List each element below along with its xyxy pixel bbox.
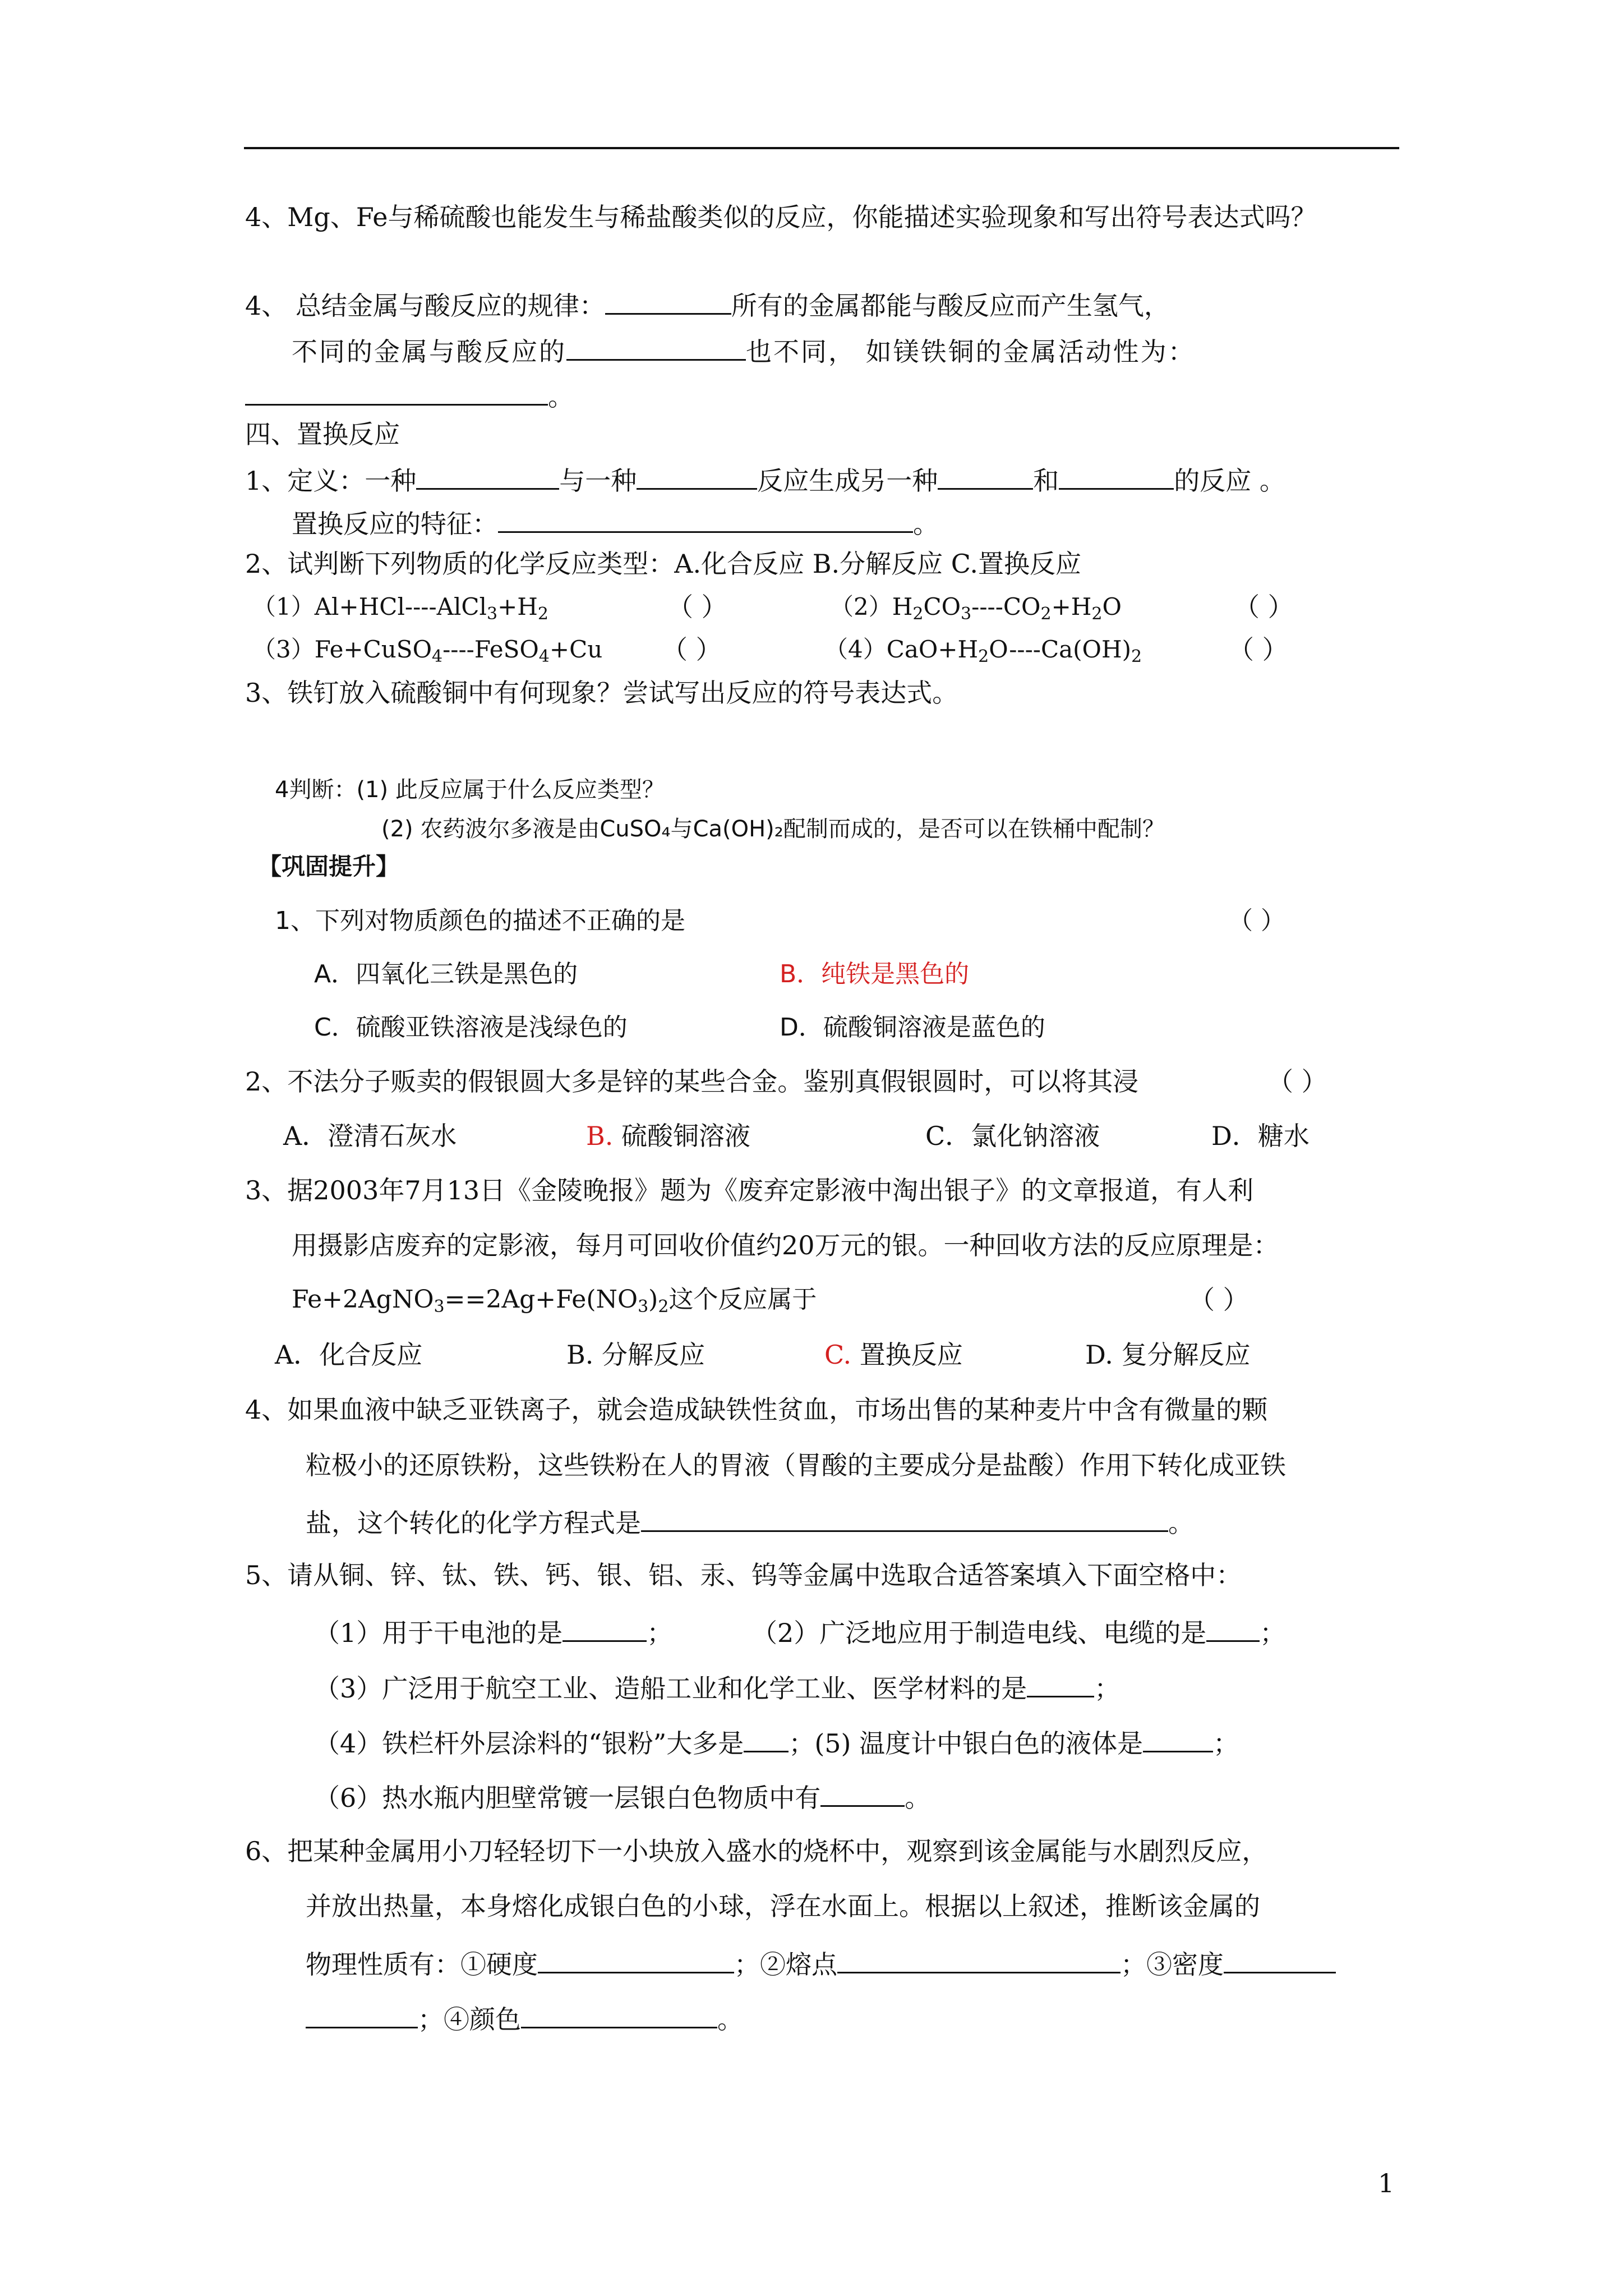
consolidate-heading: 【巩固提升】	[258, 853, 400, 880]
judge-title: 2、试判断下列物质的化学反应类型：A.化合反应 B.分解反应 C.置换反应	[245, 549, 1081, 579]
blank[interactable]	[521, 2000, 717, 2028]
p4-line1: 4、如果血液中缺乏亚铁离子，就会造成缺铁性贫血，市场出售的某种麦片中含有微量的颗	[245, 1395, 1268, 1425]
p3-option-d: D. 复分解反应	[1085, 1340, 1251, 1370]
feature-end: 。	[913, 509, 939, 539]
feature-line	[292, 504, 939, 541]
question-summary-line2	[292, 332, 1196, 369]
p2-paren[interactable]: （ ）	[1267, 1066, 1327, 1097]
p1-option-a: A．四氧化三铁是黑色的	[314, 960, 578, 988]
p4-line3: 盐，这个转化的化学方程式是 。	[306, 1503, 1194, 1540]
p3-line2: 用摄影店废弃的定影液，每月可回收价值约20万元的银。一种回收方法的反应原理是：	[292, 1230, 1279, 1260]
judge-item-4-paren[interactable]: （ ）	[1228, 634, 1288, 665]
judge-item-3-paren[interactable]: （ ）	[662, 634, 722, 665]
p1-option-b: B．纯铁是黑色的	[780, 960, 970, 988]
p2-option-d: D．糖水	[1211, 1121, 1310, 1151]
p2-option-c: C．氯化钠溶液	[925, 1121, 1100, 1151]
blank[interactable]	[1027, 1669, 1094, 1697]
blank[interactable]	[837, 1945, 1121, 1973]
section-heading: 四、置换反应	[245, 419, 400, 449]
blank[interactable]	[306, 2000, 418, 2028]
p5-item-6: （6）热水瓶内胆壁常镀一层银白色物质中有 。	[314, 1778, 930, 1815]
p1-option-c: C．硫酸亚铁溶液是浅绿色的	[314, 1013, 628, 1042]
p3-line1: 3、据2003年7月13日《金陵晚报》题为《废弃定影液中淘出银子》的文章报道，有人利	[245, 1175, 1254, 1205]
blank[interactable]	[1059, 461, 1174, 490]
p1-option-d: D．硫酸铜溶液是蓝色的	[780, 1013, 1045, 1042]
blank[interactable]	[938, 461, 1033, 490]
p5-item-1: （1）用于干电池的是 ；	[314, 1613, 672, 1650]
p5-item-3: （3）广泛用于航空工业、造船工业和化学工业、医学材料的是 ；	[314, 1669, 1120, 1705]
judge4-line2: (2) 农药波尔多液是由CuSO₄与Ca(OH)₂配制而成的，是否可以在铁桶中配制？	[381, 816, 1165, 842]
p3-option-c: C. 置换反应	[824, 1340, 963, 1370]
nail-question: 3、铁钉放入硫酸铜中有何现象？尝试写出反应的符号表达式。	[245, 678, 958, 708]
blank[interactable]	[562, 1613, 647, 1642]
p3-option-b: B. 分解反应	[566, 1340, 706, 1370]
blank[interactable]	[820, 1778, 905, 1807]
p6-line3: 物理性质有：①硬度 ；②熔点 ；③密度	[306, 1945, 1336, 1981]
judge-item-1: $(1)Al+HCl----AlCl_3+H_2$	[252, 593, 548, 624]
blank[interactable]	[538, 1945, 734, 1973]
question-mg-fe: 4、Mg、Fe与稀硫酸也能发生与稀盐酸类似的反应，你能描述实验现象和写出符号表达式吗？	[245, 202, 1317, 232]
judge-item-2-paren[interactable]: （ ）	[1234, 592, 1294, 622]
p2-option-b: B. 硫酸铜溶液	[586, 1121, 751, 1151]
definition-line	[245, 461, 1285, 498]
p5-item-2: （2）广泛地应用于制造电线、电缆的是 ；	[751, 1613, 1285, 1650]
blank[interactable]	[498, 504, 913, 533]
page-number: 1	[1378, 2168, 1395, 2198]
p3-equation: $Fe+2AgNO_3==2Ag+Fe(NO_3)_2$这个反应属于	[292, 1285, 817, 1317]
judge-item-4: $(4)CaO+H_2O----Ca(OH)_2$	[824, 636, 1142, 666]
p2-option-a: A．澄清石灰水	[283, 1121, 457, 1151]
blank[interactable]	[1224, 1945, 1336, 1973]
blank[interactable]	[637, 461, 757, 490]
judge-item-3: （3）Fe+CuSO$_4$----FeSO$_4$+Cu	[252, 636, 603, 666]
feature-label: 置换反应的特征：	[292, 509, 498, 539]
summary-line2a: 不同的金属与酸反应的	[292, 337, 566, 367]
p2-stem: 2、不法分子贩卖的假银圆大多是锌的某些合金。鉴别真假银圆时，可以将其浸	[245, 1066, 1139, 1097]
blank[interactable]	[744, 1724, 789, 1752]
summary-line2b: 也不同， 如镁铁铜的金属活动性为：	[746, 337, 1196, 367]
p1-paren[interactable]: （ ）	[1228, 907, 1285, 935]
p5-stem: 5、请从铜、锌、钛、铁、钙、银、铝、汞、钨等金属中选取合适答案填入下面空格中：	[245, 1560, 1242, 1590]
p6-line2: 并放出热量，本身熔化成银白色的小球，浮在水面上。根据以上叙述，推断该金属的	[306, 1891, 1260, 1921]
judge-item-2: $(2)H_2CO_3----CO_2+H_2O$	[830, 593, 1122, 624]
blank[interactable]	[605, 286, 731, 315]
blank[interactable]	[1143, 1724, 1213, 1752]
def-p5: 的反应 。	[1174, 466, 1285, 496]
p1-stem: 1、下列对物质颜色的描述不正确的是	[275, 907, 685, 935]
blank[interactable]	[416, 461, 559, 490]
p4-line2: 粒极小的还原铁粉，这些铁粉在人的胃液（胃酸的主要成分是盐酸）作用下转化成亚铁	[306, 1450, 1286, 1480]
def-p1: 1、定义：一种	[245, 466, 417, 496]
blank[interactable]	[1206, 1613, 1260, 1642]
p6-line4: ；④颜色 。	[306, 2000, 743, 2036]
judge-item-1-paren[interactable]: （ ）	[667, 592, 727, 622]
p6-line1: 6、把某种金属用小刀轻轻切下一小块放入盛水的烧杯中，观察到该金属能与水剧烈反应，	[245, 1836, 1268, 1866]
summary-end: 。	[548, 381, 574, 412]
question-summary-line1	[245, 286, 1170, 323]
def-p2: 与一种	[559, 466, 637, 496]
judge4-line1: 4判断：(1) 此反应属于什么反应类型？	[275, 777, 665, 803]
p5-item-4-5: （4）铁栏杆外层涂料的“银粉”大多是 ；(5) 温度计中银白色的液体是 ；	[314, 1724, 1239, 1760]
p3-paren[interactable]: （ ）	[1189, 1285, 1249, 1315]
blank[interactable]	[566, 332, 746, 361]
def-p3: 反应生成另一种	[757, 466, 938, 496]
p3-option-a: A．化合反应	[275, 1340, 423, 1370]
blank[interactable]	[641, 1503, 1168, 1532]
def-p4: 和	[1033, 466, 1059, 496]
question-summary-line3	[245, 377, 574, 413]
header-rule	[244, 147, 1399, 149]
summary-mid: 所有的金属都能与酸反应而产生氢气，	[731, 291, 1170, 321]
summary-prefix: 4、 总结金属与酸反应的规律：	[245, 291, 605, 321]
blank[interactable]	[245, 377, 548, 406]
